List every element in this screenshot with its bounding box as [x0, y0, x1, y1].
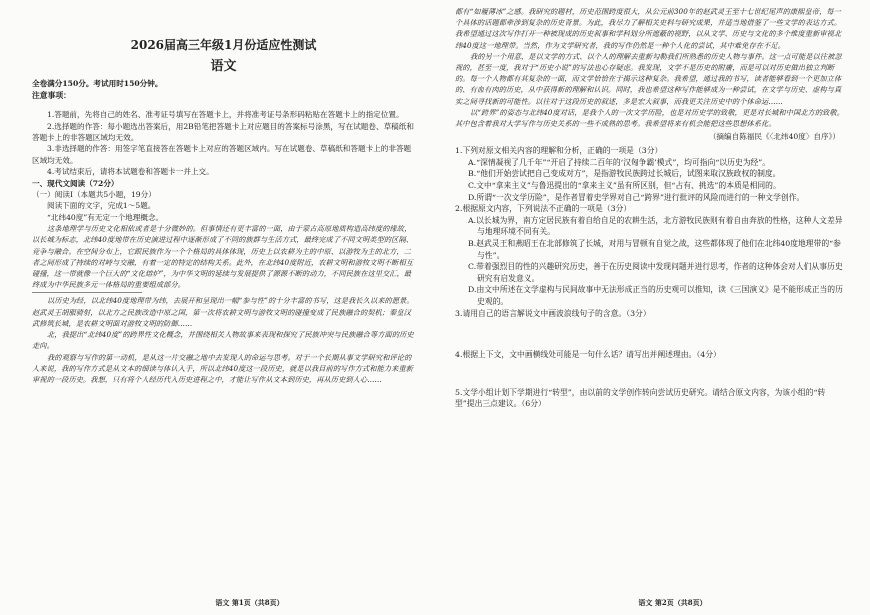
question-5: 5.文学小组计划下学期进行“转型”，由以前的文学创作转向尝试历史研究。请结合原文内容，为该小组的“转型”提出三点建议。（6分）	[455, 387, 826, 409]
question-1-option-c: C.文中“拿来主义”与鲁迅提出的“拿来主义”虽有所区别，但“占有、挑选”的本质是相同的。	[468, 181, 781, 191]
question-1-option-b: B.“他们开始尝试把自己变成对方”，是指游牧民族跨过长城后，试图来取汉族政权的制度。	[468, 169, 781, 179]
question-1-option-a: A.“深情凝视了几千年”“开启了持续二百年的‘汉匈争霸’模式”，均可指向“以历史为经”。	[468, 157, 771, 167]
score-line: 全卷满分150分。考试用时150分钟。	[32, 79, 163, 88]
note-2: 2.选择题的作答：每小题选出答案后，用2B铅笔把答题卡上对应题目的答案标号涂黑，写在试题卷、草稿纸和答题卡上的非答题区域均无效。	[32, 121, 414, 143]
passage-paragraph-2: 以历史为经，以北纬40度地理带为纬，去展开和呈现出一幅“参与性”的十分丰富的书写，这是我长久以来的愿景。赵武灵王胡服骑射，以北方之民族改造中原之国，第一次将农耕文明与游牧文明的碰撞变成了民族融合的契机；秦皇汉武修筑长城，是农耕文明面对游牧文明的防御……	[32, 296, 414, 328]
question-2-option-c: C.带着强烈目的性的兴趣研究历史，善于在历史阅读中发现问题并进行思考，作者的这种体会对人们从事历史研究有启发意义。	[468, 262, 843, 283]
section-subheading: （一）阅读Ⅰ（本题共5小题，19分）	[32, 190, 156, 200]
passage-source: （摘编自陈福民《〈北纬40度〉自序》）	[708, 132, 840, 142]
question-1: 1.下列对原文相关内容的理解和分析，正确的一项是（3分）	[455, 146, 663, 156]
note-4: 4.考试结束后，请将本试题卷和答题卡一并上交。	[47, 167, 214, 177]
reading-instruction: 阅读下面的文字，完成1～5题。	[47, 201, 156, 211]
passage-continued-1: 都有“如履薄冰”之感。我研究的题材，历史范围跨度很大，从公元前300年的赵武灵王至十七世纪尾声的康熙皇帝，每一个具体的话题都牵涉到复杂的历史背景。为此，我尽力了解相关史料与研究成果，并适当地借鉴了一些文学的表达方式。我希望通过这次写作打开一种被现成的历史叙事和学科划分所遮蔽的视野，以从文学、历史与文化的多个维度重新审视北纬40度这一地理带。当然，作为文学研究者，我的写作仍然是一种个人化的尝试，其中难免存在不足。	[455, 7, 842, 50]
question-2-option-a: A.以长城为界，南方定居民族有着自给自足的农耕生活，北方游牧民族则有着自由奔放的性格，这种人文差异与地理环境不同有关。	[468, 215, 843, 237]
question-2-option-b: B.赵武灵王和燕昭王在北部修筑了长城，对用与冒顿有自觉之战，这些都体现了他们在北纬40度地理带的“参与性”。	[468, 238, 841, 260]
subject-title: 语文	[210, 59, 237, 74]
passage-continued-2: 我的另一个用意，是以文学的方式、以个人的理解去重新勾勒我们所熟悉的历史人物与事件。这一点可能是以往被忽视的，甚至一度，我对于“历史小说”的写法也心存疑虑。我发现，文学不是历史的附庸，而是可以对历史做出独立判断的。每一个人物都有其复杂的一面，而文学恰恰在于揭示这种复杂。我希望，通过我的书写，读者能够看到一个更加立体的、有血有肉的历史，从中获得新的理解和认识。同时，我也希望这种写作能够成为一种尝试，在文学与历史、虚构与真实之间寻找新的可能性。以往对于这段历史的叙述，多是宏大叙事，而我更关注历史中的个体命运……	[455, 51, 842, 106]
passage-opening: “北纬40度”有无定一个地理概念。	[47, 212, 164, 222]
question-4: 4.根据上下文，文中画横线处可能是一句什么话？请写出并阐述理由。（4分）	[455, 350, 721, 360]
answer-space-4	[455, 361, 844, 387]
question-2-option-d: D.由文中所述在文学虚构与民间故事中无法形成正当的历史观可以推知，读《三国演义》是不能形成正当的历史观的。	[468, 285, 843, 306]
page-2-footer: 语文 第2页（共8页）	[638, 598, 707, 607]
answer-space-3	[455, 319, 844, 349]
exam-title: 2026届高三年级1月份适应性测试	[130, 38, 317, 52]
passage-paragraph-1: 这条地理学与历史文化相依或者是十分微妙的。但事情还有更丰富的一面，由于蒙古高原地质构造高纬度的缘故，以长城为标志，北纬40度地带在历史演进过程中逐渐形成了不同的族群与生活方式，最终完成了不同文明类型的区隔、竞争与融合。在空间分布上，它跟民族作为一个个格局的具体体现，历史上以农耕为主的中原、以游牧为主的北方，二者之间形成了持续的对峙与交融，有着一定的特定的结构关系。此外，在北纬40度附近，农耕文明和游牧文明不断相互碰撞，这一带就像一个巨大的“文化熔炉”，为中华文明的延续与发展提供了源源不断的动力，不同民族在这里交汇，最终成为中华民族多元一体格局的重要组成部分。	[32, 224, 414, 290]
page-1-footer: 语文 第1页（共8页）	[215, 598, 284, 607]
section-divider	[32, 292, 142, 293]
page-2	[435, 0, 870, 615]
notes-heading: 注意事项：	[32, 91, 71, 101]
question-2: 2.根据原文内容，下列说法不正确的一项是（3分）	[455, 204, 632, 214]
question-3: 3.请用自己的语言解说文中画波浪线句子的含意。（3分）	[455, 308, 651, 318]
question-1-option-d: D.所谓“一次文学历险”，是作者冒着史学界对自己“跨界”进行批评的风险而进行的一种文学创作。	[468, 192, 805, 202]
note-1: 1.答题前，先将自己的姓名、准考证号填写在答题卡上，并将准考证号条形码粘贴在答题卡上的指定位置。	[47, 110, 404, 120]
passage-continued-3: 以“跨界”的姿态与北纬40度对话，是我个人的一次文学历险，也是对历史学的致敬，更是对长城和中国北方的致敬。其中包含着我对大学写作与历史关系的一些不成熟的思考。我希望将来有机会能把这些思想体系化。	[455, 107, 844, 129]
passage-paragraph-4: 我的观察与写作的第一动机，是从这一片交融之地中去发现人的命运与思考。对于一个长期从事文学研究和评论的人来说，我的写作方式是从文本的细读与体认入手，所以北纬40度这一段历史，就是以我目前的写作方式和能力来重新审视的一段历史。我想，只有将个人经历代入历史进程之中，才能让写作从文本到历史，再从历史到人心……	[32, 352, 414, 384]
passage-paragraph-3: 北，我提出“北纬40度”的跨界性文化概念，并围绕相关人物故事来表现和探究了民族冲突与民族融合等方面的历史走向。	[32, 330, 414, 351]
note-3: 3.非选择题的作答：用签字笔直接答在答题卡上对应的答题区域内。写在试题卷、草稿纸和答题卡上的非答题区域均无效。	[32, 144, 412, 165]
section-heading: 一、现代文阅读（72分）	[32, 178, 119, 188]
